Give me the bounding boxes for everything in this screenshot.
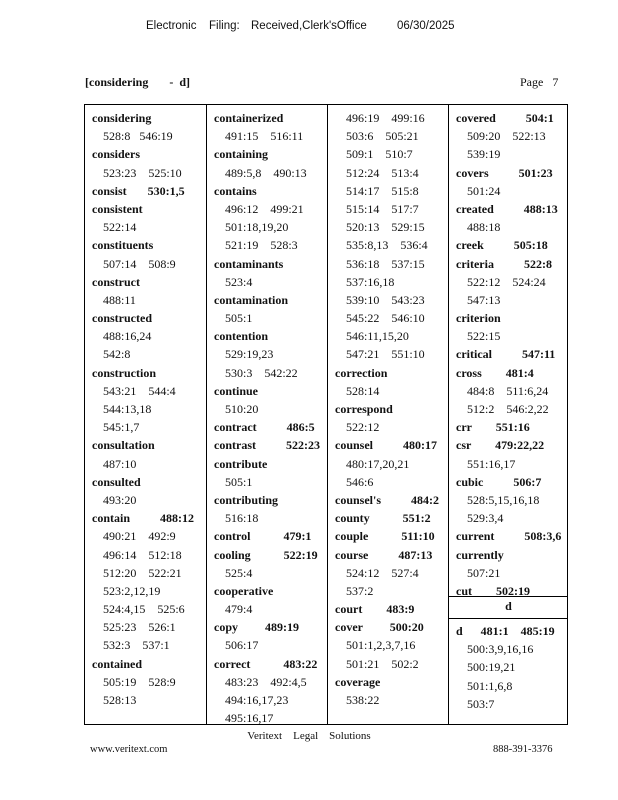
index-term: criteria 522:8 <box>456 256 552 271</box>
index-term: coverage <box>335 674 381 689</box>
index-term: construction <box>92 365 156 380</box>
index-reference: 512:24 513:4 <box>346 165 419 180</box>
index-reference: 528:14 <box>346 383 380 398</box>
filing-received: Received,Clerk'sOffice <box>251 20 367 32</box>
index-reference: 537:2 <box>346 583 374 598</box>
index-term: consulted <box>92 474 141 489</box>
index-term: contention <box>214 329 268 344</box>
index-column-3 <box>327 105 448 724</box>
index-term: contamination <box>214 292 289 307</box>
index-term: counsel 480:17 <box>335 438 437 453</box>
footer-company: Veritext Legal Solutions <box>247 730 371 742</box>
index-reference: 509:1 510:7 <box>346 147 413 162</box>
index-reference: 532:3 537:1 <box>103 638 170 653</box>
index-reference: 479:4 <box>225 602 253 617</box>
index-reference: 493:20 <box>103 492 137 507</box>
index-term: contribute <box>214 456 268 471</box>
index-term: cubic 506:7 <box>456 474 542 489</box>
index-term: correct 483:22 <box>214 656 318 671</box>
index-term: contained <box>92 656 143 671</box>
index-reference: 510:20 <box>225 402 259 416</box>
index-reference: 509:20 522:13 <box>467 129 546 144</box>
index-term: containerized <box>214 111 284 125</box>
index-reference: 483:23 492:4,5 <box>225 674 307 689</box>
index-term: critical 547:11 <box>456 347 556 362</box>
index-reference: 507:21 <box>467 565 501 580</box>
index-reference: 503:6 505:21 <box>346 129 419 144</box>
index-term: covers 501:23 <box>456 165 553 180</box>
index-reference: 547:13 <box>467 292 501 307</box>
index-reference: 523:4 <box>225 274 253 289</box>
index-reference: 523:23 525:10 <box>103 165 182 180</box>
index-term: consultation <box>92 438 155 453</box>
section-divider-top <box>449 596 568 597</box>
index-term: couple 511:10 <box>335 529 435 544</box>
index-column-2 <box>206 105 327 724</box>
index-reference: 512:20 522:21 <box>103 565 182 580</box>
index-term: considers <box>92 147 140 162</box>
index-term: d 481:1 485:19 <box>456 624 555 638</box>
index-reference: 501:1,2,3,7,16 <box>346 638 416 653</box>
index-term: continue <box>214 383 259 398</box>
index-term: correction <box>335 365 388 380</box>
index-reference: 543:21 544:4 <box>103 383 176 398</box>
index-reference: 520:13 529:15 <box>346 220 425 235</box>
index-term: contaminants <box>214 256 284 271</box>
index-term: containing <box>214 147 269 162</box>
index-reference: 501:18,19,20 <box>225 220 289 235</box>
index-reference: 491:15 516:11 <box>225 129 304 144</box>
index-reference: 546:6 <box>346 474 374 489</box>
index-reference: 539:10 543:23 <box>346 292 425 307</box>
index-reference: 489:5,8 490:13 <box>225 165 307 180</box>
footer-phone: 888-391-3376 <box>493 744 553 755</box>
index-term: contributing <box>214 492 279 507</box>
index-reference: 501:24 <box>467 183 501 198</box>
index-reference: 529:19,23 <box>225 347 274 362</box>
index-reference: 490:21 492:9 <box>103 529 176 544</box>
index-term: contain 488:12 <box>92 511 194 526</box>
index-column-4 <box>448 105 568 724</box>
index-reference: 535:8,13 536:4 <box>346 238 428 253</box>
index-term: constructed <box>92 311 152 326</box>
index-reference: 501:21 502:2 <box>346 656 419 671</box>
index-reference: 545:1,7 <box>103 420 140 435</box>
index-reference: 521:19 528:3 <box>225 238 298 253</box>
index-reference: 545:22 546:10 <box>346 311 425 326</box>
index-term: construct <box>92 274 140 289</box>
index-reference: 522:12 <box>346 420 380 435</box>
index-term: counsel's 484:2 <box>335 492 440 507</box>
index-term: cross 481:4 <box>456 365 534 380</box>
index-term: consist 530:1,5 <box>92 183 185 198</box>
index-reference: 494:16,17,23 <box>225 693 289 707</box>
index-reference: 529:3,4 <box>467 511 504 526</box>
index-reference: 505:19 528:9 <box>103 674 176 689</box>
index-reference: 500:3,9,16,16 <box>467 642 534 657</box>
index-reference: 505:1 <box>225 474 253 489</box>
index-reference: 542:8 <box>103 347 131 362</box>
index-term: created 488:13 <box>456 201 558 216</box>
word-index-table <box>84 104 568 725</box>
index-term: considering <box>92 111 152 125</box>
index-term: cut 502:19 <box>456 583 530 598</box>
index-term: court 483:9 <box>335 602 415 617</box>
index-reference: 488:11 <box>103 292 136 307</box>
index-reference: 522:15 <box>467 329 501 344</box>
index-reference: 488:16,24 <box>103 329 152 344</box>
index-reference: 528:8 546:19 <box>103 129 173 144</box>
index-reference: 515:14 517:7 <box>346 201 419 216</box>
index-reference: 530:3 542:22 <box>225 365 298 380</box>
index-term: cooling 522:19 <box>214 547 318 562</box>
index-term: creek 505:18 <box>456 238 548 253</box>
index-reference: 500:19,21 <box>467 660 516 675</box>
index-reference: 547:21 551:10 <box>346 347 425 362</box>
index-term: current 508:3,6 <box>456 529 562 544</box>
index-reference: 484:8 511:6,24 <box>467 383 549 398</box>
filing-date: 06/30/2025 <box>397 20 455 32</box>
index-term: copy 489:19 <box>214 620 299 635</box>
index-term: covered 504:1 <box>456 111 554 125</box>
index-range-header: [considering - d] <box>85 75 190 89</box>
index-reference: 506:17 <box>225 638 259 653</box>
index-term: constituents <box>92 238 154 253</box>
index-reference: 505:1 <box>225 311 253 326</box>
index-term: county 551:2 <box>335 511 431 526</box>
footer-website: www.veritext.com <box>90 744 168 755</box>
index-reference: 544:13,18 <box>103 402 152 416</box>
index-reference: 501:1,6,8 <box>467 678 513 693</box>
index-reference: 523:2,12,19 <box>103 583 161 598</box>
index-term: correspond <box>335 402 393 416</box>
index-reference: 524:4,15 525:6 <box>103 602 185 617</box>
index-term: csr 479:22,22 <box>456 438 545 453</box>
index-term: crr 551:16 <box>456 420 530 435</box>
index-reference: 546:11,15,20 <box>346 329 409 344</box>
index-reference: 525:4 <box>225 565 253 580</box>
index-reference: 524:12 527:4 <box>346 565 419 580</box>
section-heading-d: d <box>505 599 512 613</box>
index-reference: 496:19 499:16 <box>346 111 425 125</box>
index-reference: 480:17,20,21 <box>346 456 410 471</box>
index-reference: 512:2 546:2,22 <box>467 402 549 416</box>
index-reference: 496:14 512:18 <box>103 547 182 562</box>
index-reference: 536:18 537:15 <box>346 256 425 271</box>
index-term: contract 486:5 <box>214 420 315 435</box>
index-term: cover 500:20 <box>335 620 424 635</box>
index-reference: 537:16,18 <box>346 274 395 289</box>
index-reference: 503:7 <box>467 696 495 711</box>
index-reference: 522:12 524:24 <box>467 274 546 289</box>
index-term: cooperative <box>214 583 274 598</box>
index-reference: 488:18 <box>467 220 501 235</box>
index-reference: 551:16,17 <box>467 456 516 471</box>
index-term: criterion <box>456 311 501 326</box>
filing-label: Filing: <box>209 20 240 32</box>
page-number: Page 7 <box>520 75 559 89</box>
index-reference: 538:22 <box>346 693 380 707</box>
filing-electronic: Electronic <box>146 20 197 32</box>
index-term: currently <box>456 547 504 562</box>
index-term: control 479:1 <box>214 529 312 544</box>
index-term: consistent <box>92 201 143 216</box>
index-reference: 514:17 515:8 <box>346 183 419 198</box>
index-column-1 <box>85 105 206 724</box>
index-reference: 507:14 508:9 <box>103 256 176 271</box>
index-reference: 496:12 499:21 <box>225 201 304 216</box>
index-reference: 528:13 <box>103 693 137 707</box>
index-reference: 539:19 <box>467 147 501 162</box>
index-reference: 525:23 526:1 <box>103 620 176 635</box>
index-reference: 495:16,17 <box>225 711 274 726</box>
index-term: contrast 522:23 <box>214 438 320 453</box>
index-reference: 516:18 <box>225 511 259 526</box>
index-term: course 487:13 <box>335 547 433 562</box>
index-reference: 487:10 <box>103 456 137 471</box>
index-reference: 528:5,15,16,18 <box>467 492 540 507</box>
index-reference: 522:14 <box>103 220 137 235</box>
index-term: contains <box>214 183 257 198</box>
